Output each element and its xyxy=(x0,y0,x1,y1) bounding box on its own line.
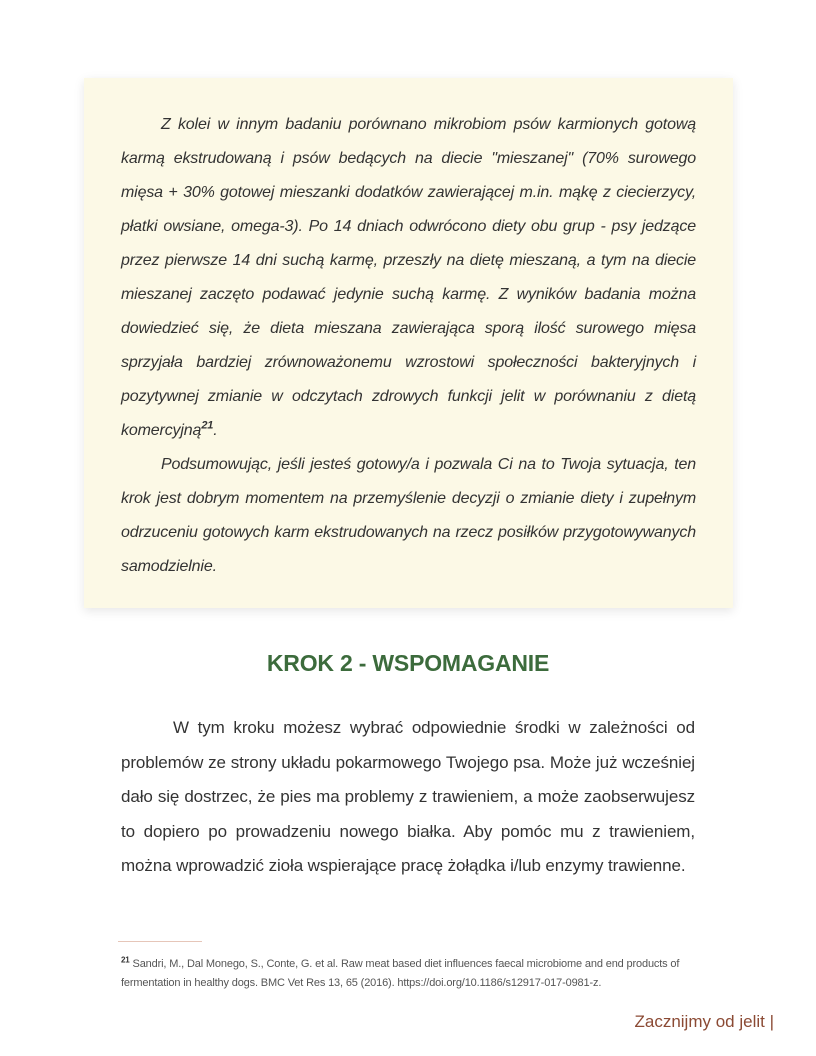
section-heading: KROK 2 - WSPOMAGANIE xyxy=(266,650,550,676)
footnote-number: 21 xyxy=(121,955,130,965)
callout-paragraph-text: Z kolei w innym badaniu porównano mikrobiom psów karmionych gotową karmą ekstrudowaną i psów bedących na diecie "mieszanej" (70% surowego mięsa + 30% gotowej mieszanki dodatków zawierającej m.in. mąkę z ciecierzycy, płatki owsiane, omega-3). Po 14 dniach odwrócono diety obu grup - psy jedzące przez pierwsze 14 dni suchą karmę, przeszły na dietę mieszaną, a tym na diecie mieszanej zaczęto podawać jedynie suchą karmę. Z wyników badania można dowiedzieć się, że dieta mieszana zawierająca sporą ilość surowego mięsa sprzyjała bardziej zrównoważonemu wzrostowi społeczności bakteryjnych i pozytywnej zmianie w odczytach zdrowych funkcji jelit w porównaniu z dietą komercyjną xyxy=(121,116,696,439)
footnote-text: Sandri, M., Dal Monego, S., Conte, G. et al. Raw meat based diet influences faecal microbiome and end products of fermentation in healthy dogs. BMC Vet Res 13, 65 (2016). https://doi.org/10.1186/s12917-017-0981-z. xyxy=(121,958,680,989)
running-footer-title: Zacznijmy od jelit | xyxy=(634,1012,774,1031)
section-body-paragraph: W tym kroku możesz wybrać odpowiednie środki w zależności od problemów ze strony układu pokarmowego Twojego psa. Może już wcześniej dało się dostrzec, że pies ma problemy z trawieniem, a może zaobserwujesz to dopiero po prowadzeniu nowego białka. Aby pomóc mu z trawieniem, można wprowadzić zioła wspierające pracę żołądka i/lub enzymy trawienne. xyxy=(121,718,695,875)
footnote-separator xyxy=(118,941,202,942)
footnote-reference[interactable]: 21 xyxy=(201,419,214,432)
callout-summary-paragraph: Podsumowując, jeśli jesteś gotowy/a i pozwala Ci na to Twoja sytuacja, ten krok jest dobrym momentem na przemyślenie decyzji o zmianie diety i zupełnym odrzuceniu gotowych karm ekstrudowanych na rzecz posiłków przygotowywanych samodzielnie. xyxy=(121,456,696,575)
highlighted-callout-box xyxy=(84,78,733,608)
callout-paragraph-end: . xyxy=(213,422,218,439)
callout-paragraph xyxy=(121,108,696,448)
footnote xyxy=(121,955,701,993)
